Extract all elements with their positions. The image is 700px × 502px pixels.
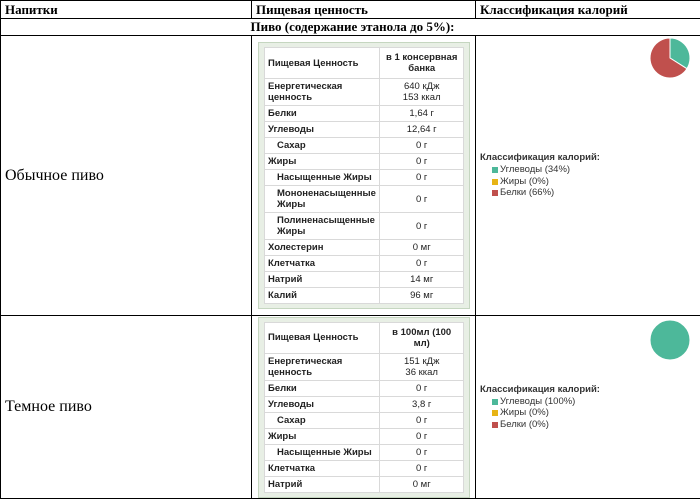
legend-item-carbs <box>480 396 700 408</box>
header-calories: Классификация калорий <box>476 1 700 19</box>
nut-value: 0 г <box>380 412 464 428</box>
nut-value: 0 г <box>380 460 464 476</box>
nut-label: Насыщенные Жиры <box>265 444 380 460</box>
calorie-pie-chart <box>648 318 692 362</box>
nut-value: 0 г <box>380 138 464 154</box>
nut-value: 3,8 г <box>380 396 464 412</box>
legend-text: Белки (0%) <box>500 418 549 430</box>
calorie-legend <box>480 384 700 431</box>
nut-value: 0 г <box>380 380 464 396</box>
legend-text: Углеводы (100%) <box>500 395 576 407</box>
legend-swatch-carbs <box>492 399 498 405</box>
legend-item-protein <box>480 187 700 199</box>
pie-slice-carbs <box>650 320 690 360</box>
nut-label: Белки <box>265 106 380 122</box>
nut-value: 12,64 г <box>380 122 464 138</box>
nut-header-unit: в 1 консервная банка <box>380 48 464 79</box>
nut-value: 0 г <box>380 256 464 272</box>
nut-header-unit: в 100мл (100 мл) <box>380 322 464 353</box>
nut-label: Жиры <box>265 428 380 444</box>
nut-label: Натрий <box>265 476 380 492</box>
nutrition-panel <box>258 42 470 309</box>
legend-text: Белки (66%) <box>500 187 555 199</box>
legend-swatch-protein <box>492 422 498 428</box>
legend-swatch-protein <box>492 190 498 196</box>
calorie-cell <box>476 36 700 316</box>
energy-kj: 151 кДж <box>403 355 440 367</box>
nut-value: 1,64 г <box>380 106 464 122</box>
legend-swatch-fat <box>492 410 498 416</box>
nutrition-panel <box>258 317 470 498</box>
nut-label: Калий <box>265 288 380 304</box>
drink-name: Обычное пиво <box>1 36 252 316</box>
legend-text: Углеводы (34%) <box>500 164 571 176</box>
legend-title: Классификация калорий: <box>480 152 600 164</box>
calorie-cell <box>476 316 700 499</box>
nut-value: 0 мг <box>380 240 464 256</box>
legend-item-carbs <box>480 164 700 176</box>
nut-label: Мононенасыщенные Жиры <box>265 186 380 213</box>
drink-name: Темное пиво <box>1 316 252 499</box>
nutrition-facts <box>264 47 464 304</box>
nut-label: Белки <box>265 380 380 396</box>
energy-value <box>380 79 464 106</box>
nut-label: Жиры <box>265 154 380 170</box>
energy-kcal: 36 ккал <box>405 366 438 378</box>
nut-label: Натрий <box>265 272 380 288</box>
nut-value: 14 мг <box>380 272 464 288</box>
legend-text: Жиры (0%) <box>500 175 549 187</box>
energy-value <box>380 353 464 380</box>
nut-value: 96 мг <box>380 288 464 304</box>
nut-label: Сахар <box>265 412 380 428</box>
nutrition-facts <box>264 322 464 493</box>
nut-value: 0 мг <box>380 476 464 492</box>
legend-item-fat <box>480 176 700 188</box>
nutrition-cell <box>252 36 476 316</box>
section-title: Пиво (содержание этанола до 5%): <box>1 19 700 36</box>
legend-title: Классификация калорий: <box>480 383 600 395</box>
nut-label: Холестерин <box>265 240 380 256</box>
nut-header-label: Пищевая Ценность <box>265 322 380 353</box>
energy-label: Енергетическая ценность <box>265 353 380 380</box>
energy-kcal: 153 ккал <box>402 92 441 103</box>
nut-value: 0 г <box>380 213 464 240</box>
legend-item-fat <box>480 407 700 419</box>
nut-value: 0 г <box>380 170 464 186</box>
nut-label: Клетчатка <box>265 460 380 476</box>
nut-header-label: Пищевая Ценность <box>265 48 380 79</box>
energy-label: Енергетическая ценность <box>265 79 380 106</box>
header-drinks: Напитки <box>1 1 252 19</box>
legend-swatch-fat <box>492 179 498 185</box>
nut-label: Клетчатка <box>265 256 380 272</box>
nut-label: Сахар <box>265 138 380 154</box>
nut-label: Насыщенные Жиры <box>265 170 380 186</box>
nut-label: Углеводы <box>265 396 380 412</box>
nut-value: 0 г <box>380 186 464 213</box>
nut-value: 0 г <box>380 444 464 460</box>
energy-kj: 640 кДж <box>403 81 440 92</box>
calorie-pie-chart <box>648 36 692 80</box>
legend-text: Жиры (0%) <box>500 407 549 419</box>
calorie-legend <box>480 152 700 199</box>
legend-item-protein <box>480 419 700 431</box>
nut-label: Углеводы <box>265 122 380 138</box>
legend-swatch-carbs <box>492 167 498 173</box>
header-nutrition: Пищевая ценность <box>252 1 476 19</box>
nut-value: 0 г <box>380 154 464 170</box>
nut-value: 0 г <box>380 428 464 444</box>
nut-label: Полиненасыщенные Жиры <box>265 213 380 240</box>
nutrition-cell <box>252 316 476 499</box>
